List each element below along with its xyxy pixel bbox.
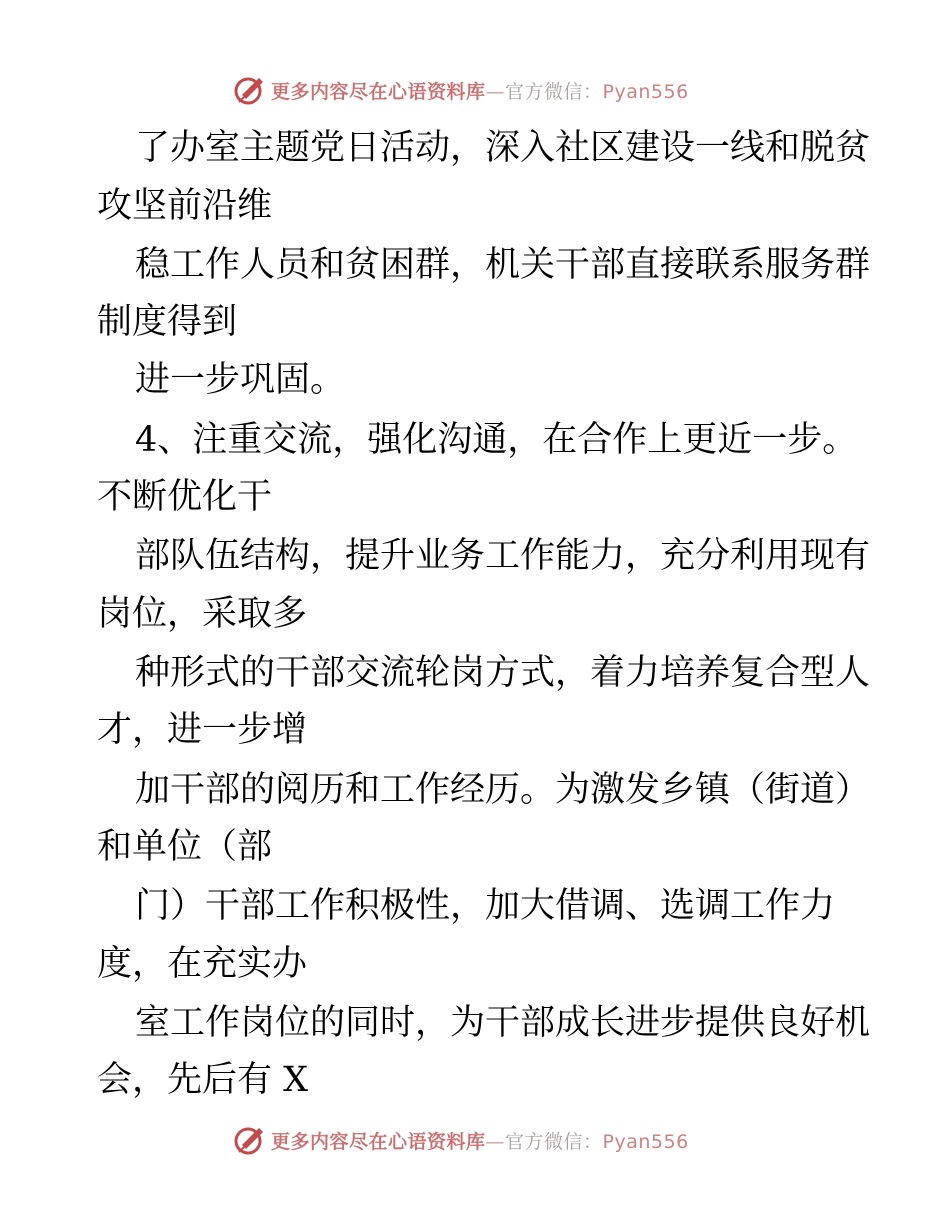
body-line: 加干部的阅历和工作经历。为激发乡镇（街道） [135,770,871,810]
quill-logo-icon [233,73,267,107]
body-line: 了办室主题党日活动，深入社区建设一线和脱贫 [135,128,871,168]
body-line: 不断优化干 [97,477,273,517]
watermark-wechat-id: Pyan556 [602,1130,689,1153]
body-line: 攻坚前沿维 [97,186,273,226]
footer-watermark [233,1122,713,1158]
body-line: 室工作岗位的同时，为干部成长进步提供良好机 [135,1003,871,1043]
body-line: 门）干部工作积极性，加大借调、选调工作力 [135,886,836,926]
body-line: 度，在充实办 [97,944,308,984]
watermark-dash: — [485,1130,506,1153]
watermark-wechat-label: 官方微信： [505,1130,603,1153]
body-line: 部队伍结构，提升业务工作能力，充分利用现有 [135,536,871,576]
watermark-dash: — [485,80,506,103]
body-line: 稳工作人员和贫困群，机关干部直接联系服务群 [135,245,871,285]
watermark-text [271,77,689,104]
body-line: 和单位（部 [97,827,273,867]
watermark-wechat-id: Pyan556 [602,80,689,103]
body-line: 进一步巩固。 [135,360,346,400]
watermark-wechat-label: 官方微信： [505,80,603,103]
quill-logo-icon [233,1123,267,1157]
header-watermark [233,72,713,108]
body-line: 制度得到 [97,302,238,342]
watermark-text [271,1127,689,1154]
body-line: 会，先后有 X [97,1060,309,1100]
watermark-brand: 更多内容尽在心语资料库 [271,80,486,103]
watermark-brand: 更多内容尽在心语资料库 [271,1130,486,1153]
body-line: 才，进一步增 [97,710,308,750]
body-line: 种形式的干部交流轮岗方式，着力培养复合型人 [135,653,871,693]
body-line: 岗位，采取多 [97,594,308,634]
body-line: 4、注重交流，强化沟通，在合作上更近一步。 [135,420,858,460]
